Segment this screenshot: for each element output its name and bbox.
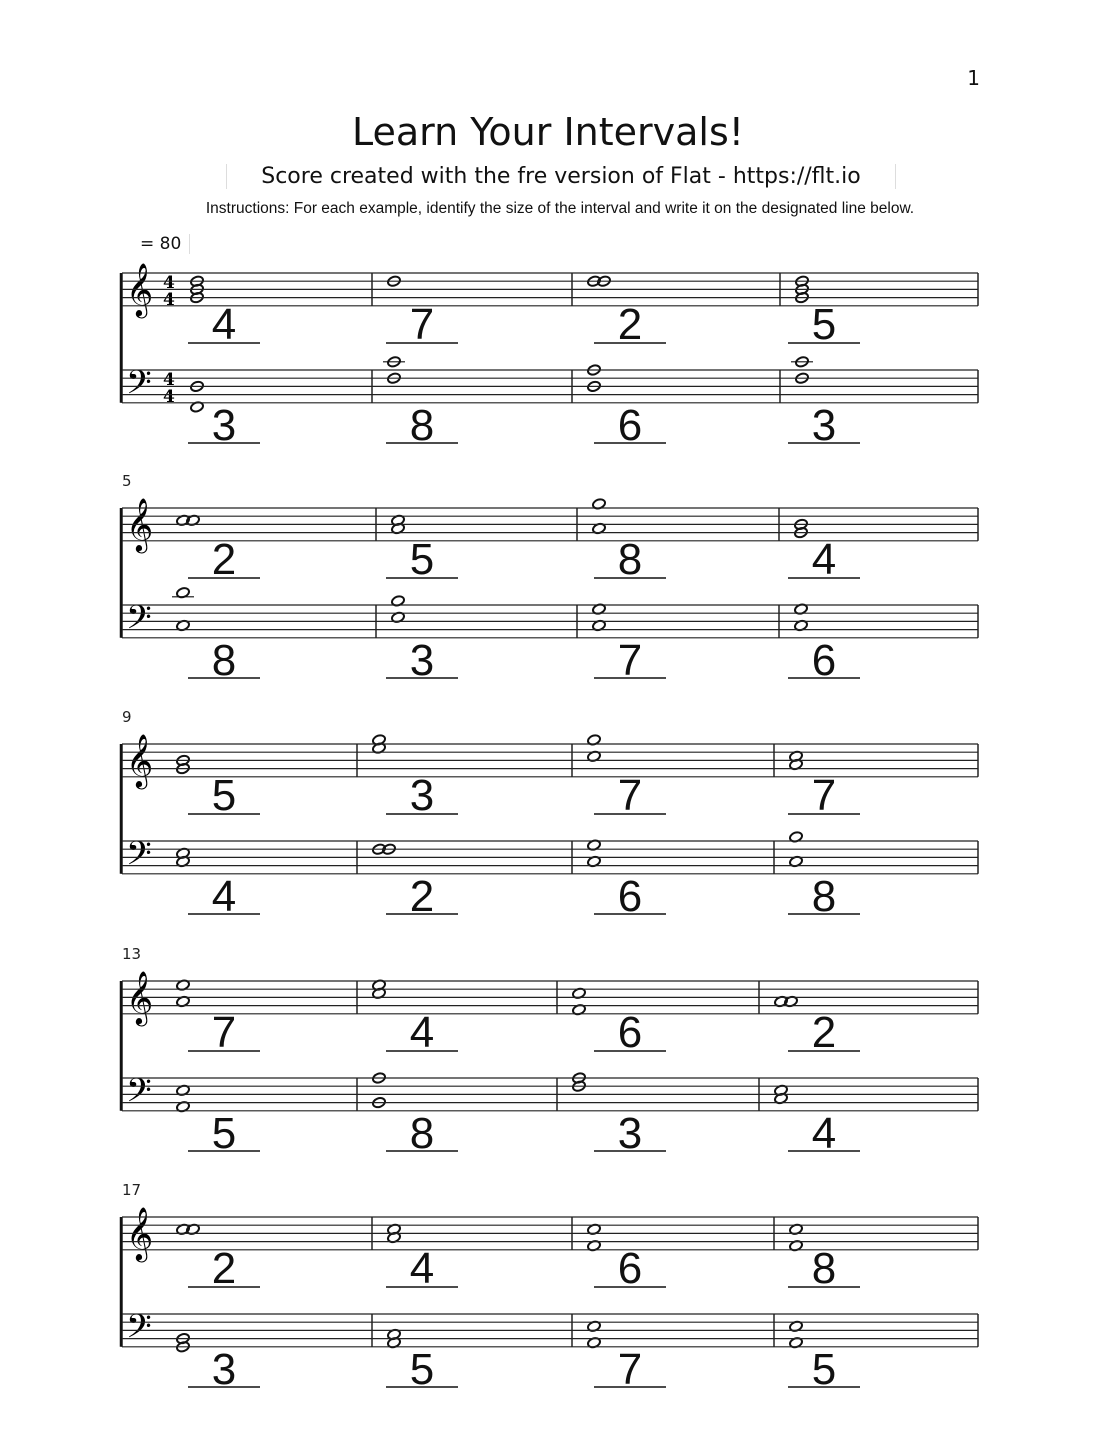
measure-number: 13 xyxy=(122,945,142,963)
bass-answer: 6 xyxy=(617,401,643,450)
measure xyxy=(592,498,666,685)
treble-staff xyxy=(122,508,978,541)
page-title: Learn Your Intervals! xyxy=(351,110,745,154)
score-system xyxy=(121,262,978,450)
treble-answer: 8 xyxy=(811,1244,837,1293)
bass-answer: 5 xyxy=(211,1109,237,1158)
measure xyxy=(176,754,260,921)
treble-answer: 7 xyxy=(409,300,435,349)
bass-clef-icon: 𝄢 xyxy=(126,364,152,410)
treble-answer: 4 xyxy=(409,1244,435,1293)
instructions-text: Instructions: For each example, identify the size of the interval and write it on the designated line below. xyxy=(205,200,915,217)
time-signature-denominator: 4 xyxy=(163,387,175,407)
measure-number: 9 xyxy=(122,708,132,726)
measure xyxy=(788,518,860,685)
treble-answer: 2 xyxy=(617,300,643,349)
treble-answer: 2 xyxy=(811,1008,837,1057)
treble-clef-icon: 𝄞 xyxy=(126,497,154,551)
measure xyxy=(386,514,458,685)
treble-answer: 7 xyxy=(211,1008,237,1057)
treble-clef-icon: 𝄞 xyxy=(126,733,154,787)
measure xyxy=(788,1223,860,1394)
bass-answer: 7 xyxy=(617,636,643,685)
bass-staff xyxy=(122,605,978,638)
bass-clef-icon: 𝄢 xyxy=(126,599,152,645)
bass-staff xyxy=(122,370,978,403)
measure xyxy=(383,275,458,450)
bass-answer: 8 xyxy=(409,1109,435,1158)
bass-staff xyxy=(122,1078,978,1111)
bass-answer: 8 xyxy=(811,872,837,921)
treble-answer: 7 xyxy=(617,771,643,820)
time-signature-numerator: 4 xyxy=(163,273,175,293)
bass-answer: 3 xyxy=(617,1109,643,1158)
measure-number: 17 xyxy=(122,1181,142,1199)
measure xyxy=(587,1223,666,1394)
bass-answer: 8 xyxy=(211,636,237,685)
treble-staff xyxy=(122,744,978,777)
treble-clef-icon: 𝄞 xyxy=(126,1206,154,1260)
measure-number: 5 xyxy=(122,472,132,490)
measure xyxy=(172,514,260,685)
bass-answer: 6 xyxy=(811,636,837,685)
treble-answer: 5 xyxy=(409,535,435,584)
measure xyxy=(587,275,666,450)
treble-staff xyxy=(122,273,978,306)
bass-answer: 4 xyxy=(211,872,237,921)
bass-answer: 3 xyxy=(211,1345,237,1394)
measure xyxy=(587,734,666,921)
measure xyxy=(572,987,666,1158)
measure xyxy=(774,995,860,1158)
bass-staff xyxy=(122,1314,978,1347)
treble-answer: 5 xyxy=(211,771,237,820)
bass-clef-icon: 𝄢 xyxy=(126,1072,152,1118)
score-system xyxy=(121,472,978,685)
score-system xyxy=(121,1181,978,1394)
treble-staff xyxy=(122,981,978,1014)
measure xyxy=(788,750,860,921)
measure xyxy=(372,734,458,921)
treble-answer: 6 xyxy=(617,1244,643,1293)
measure xyxy=(386,1223,458,1394)
treble-staff xyxy=(122,1217,978,1250)
bass-answer: 3 xyxy=(211,401,237,450)
bass-answer: 5 xyxy=(409,1345,435,1394)
treble-answer: 5 xyxy=(811,300,837,349)
measure xyxy=(176,1223,260,1394)
treble-answer: 6 xyxy=(617,1008,643,1057)
bass-answer: 2 xyxy=(409,872,435,921)
bass-answer: 4 xyxy=(811,1109,837,1158)
bass-answer: 5 xyxy=(811,1345,837,1394)
bass-clef-icon: 𝄢 xyxy=(126,835,152,881)
measure xyxy=(188,275,260,450)
bass-answer: 8 xyxy=(409,401,435,450)
bass-answer: 3 xyxy=(811,401,837,450)
treble-answer: 3 xyxy=(409,771,435,820)
bass-answer: 7 xyxy=(617,1345,643,1394)
bass-answer: 3 xyxy=(409,636,435,685)
treble-answer: 4 xyxy=(409,1008,435,1057)
bass-clef-icon: 𝄢 xyxy=(126,1308,152,1354)
page-number: 1 xyxy=(967,66,980,90)
treble-answer: 4 xyxy=(811,535,837,584)
time-signature-denominator: 4 xyxy=(163,290,175,310)
treble-clef-icon: 𝄞 xyxy=(126,970,154,1024)
treble-answer: 2 xyxy=(211,535,237,584)
treble-answer: 2 xyxy=(211,1244,237,1293)
treble-answer: 7 xyxy=(811,771,837,820)
bass-staff xyxy=(122,841,978,874)
treble-answer: 4 xyxy=(211,300,237,349)
score-system xyxy=(121,945,978,1158)
tempo-marking: = 80 xyxy=(140,234,190,254)
treble-answer: 8 xyxy=(617,535,643,584)
time-signature-numerator: 4 xyxy=(163,370,175,390)
bass-answer: 6 xyxy=(617,872,643,921)
score-system xyxy=(121,708,978,921)
measure xyxy=(788,275,860,450)
treble-clef-icon: 𝄞 xyxy=(126,262,154,316)
page-subtitle: Score created with the fre version of Flat - https://flt.io xyxy=(226,164,896,189)
